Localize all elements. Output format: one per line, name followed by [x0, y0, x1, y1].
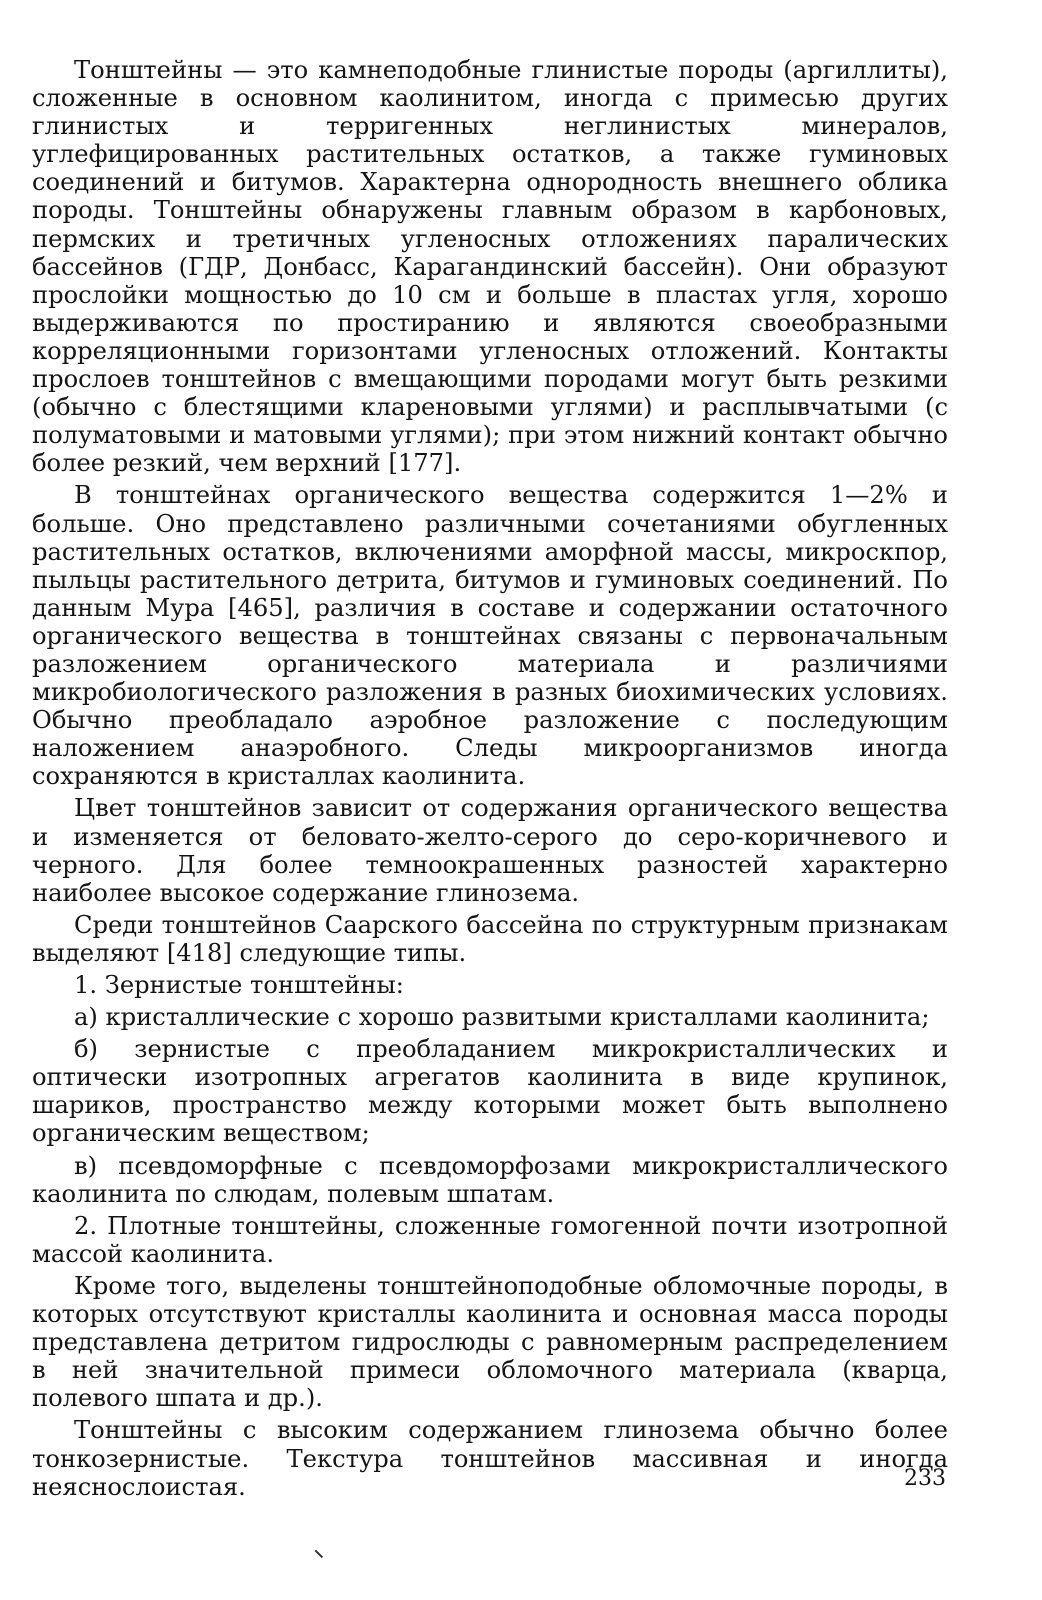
paragraph-texture: Тонштейны с высоким содержанием глинозема обычно более тонкозернистые. Текстура тонштейнов массивная и иногда неяснослоистая. [32, 1416, 948, 1501]
page-body [32, 56, 948, 1501]
paragraph-tonstein-definition: Тонштейны — это камнеподобные глинистые породы (аргиллиты), сложенные в основном каолинитом, иногда с примесью других глинистых и терригенных неглинистых минералов, углефицированных растительных остатков, а также гуминовых соединений и битумов. Характерна однородность внешнего облика породы. Тонштейны обнаружены главным образом в карбоновых, пермских и третичных угленосных отложениях паралических бассейнов (ГДР, Донбасс, Карагандинский бассейн). Они образуют прослойки мощностью до 10 см и больше в пластах угля, хорошо выдерживаются по простиранию и являются своеобразными корреляционными горизонтами угленосных отложений. Контакты прослоев тонштейнов с вмещающими породами могут быть резкими (обычно с блестящими клареновыми углями) и расплывчатыми (с полуматовыми и матовыми углями); при этом нижний контакт обычно более резкий, чем верхний [177]. [32, 56, 948, 478]
list-item-crystalline: а) кристаллические с хорошо развитыми кристаллами каолинита; [74, 1003, 930, 1032]
paragraph-organic-matter: В тонштейнах органического вещества содержится 1—2% и больше. Оно представлено различными сочетаниями обугленных растительных остатков, включениями аморфной массы, микроскпор, пыльцы растительного детрита, битумов и гуминовых соединений. По данным Мура [465], различия в составе и содержании остаточного органического вещества в тонштейнах связаны с первоначальным разложением органического материала и различиями микробиологического разложения в разных биохимических условиях. Обычно преобладало аэробное разложение с последующим наложением анаэробного. Следы микроорганизмов иногда сохраняются в кристаллах каолинита. [32, 481, 948, 791]
paragraph-color: Цвет тонштейнов зависит от содержания органического вещества и изменяется от беловато-желто-серого до серо-коричневого и черного. Для более темноокрашенных разностей характерно наиболее высокое содержание глинозема. [32, 794, 948, 907]
scan-speck [315, 1550, 323, 1558]
page-number: 233 [904, 1466, 946, 1491]
paragraph-tonstein-like: Кроме того, выделены тонштейноподобные обломочные породы, в которых отсутствуют кристаллы каолинита и основная масса породы представлена детритом гидрослюды с равномерным распределением в ней значительной примеси обломочного материала (кварца, полевого шпата и др.). [32, 1271, 948, 1413]
list-item-granular-micro: б) зернистые с преобладанием микрокристаллических и оптически изотропных агрегатов каолинита в виде крупинок, шариков, пространство между которыми может быть выполнено органическим веществом; [32, 1035, 948, 1148]
list-item-pseudomorphic: в) псевдоморфные с псевдоморфозами микрокристаллического каолинита по слюдам, полевым шпатам. [32, 1151, 948, 1208]
list-item-dense: 2. Плотные тонштейны, сложенные гомогенной почти изотропной массой каолинита. [32, 1211, 948, 1268]
paragraph-types-intro: Среди тонштейнов Саарского бассейна по структурным признакам выделяют [418] следующие типы. [32, 910, 948, 967]
list-item-granular: 1. Зернистые тонштейны: [74, 971, 404, 999]
